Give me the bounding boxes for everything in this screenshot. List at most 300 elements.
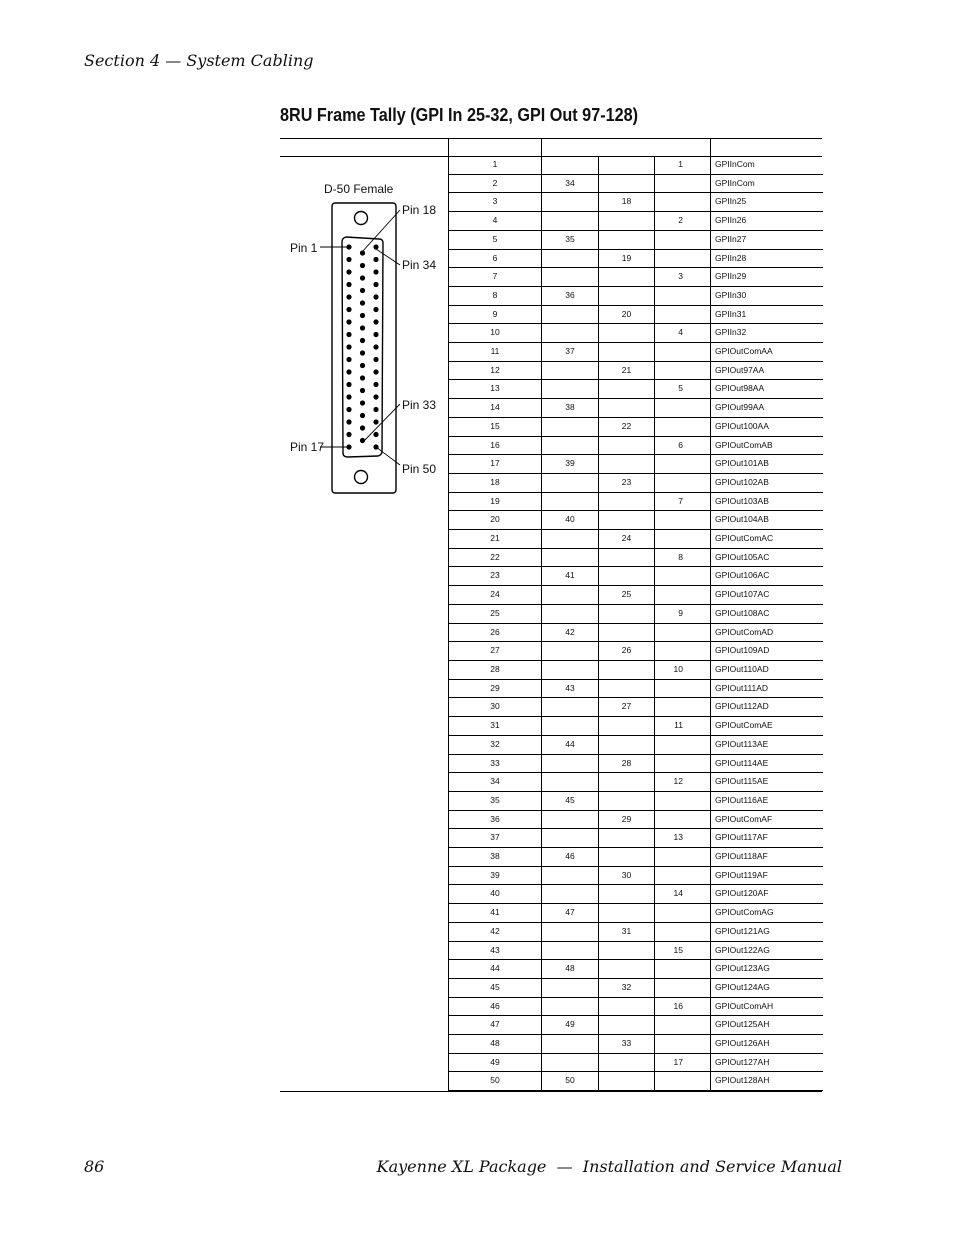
pin-number-cell: 19 xyxy=(449,492,542,511)
pin-number-cell: 42 xyxy=(449,922,542,941)
row-a-cell: 36 xyxy=(542,286,599,305)
pin-dot xyxy=(373,407,378,412)
pin-dot xyxy=(373,244,378,249)
table-row xyxy=(449,698,823,717)
row-b-cell xyxy=(599,904,655,923)
table-row xyxy=(449,249,823,268)
signal-name-cell: GPIOut102AB xyxy=(711,473,823,492)
signal-name-cell: GPIOut99AA xyxy=(711,399,823,418)
table-row xyxy=(449,511,823,530)
row-b-cell xyxy=(599,511,655,530)
table-row xyxy=(449,960,823,979)
signal-name-cell: GPIOut119AF xyxy=(711,866,823,885)
row-c-cell xyxy=(655,530,711,549)
section-header: Section 4 — System Cabling xyxy=(84,51,314,70)
pin-number-cell: 18 xyxy=(449,473,542,492)
row-a-cell xyxy=(542,997,599,1016)
row-b-cell: 29 xyxy=(599,810,655,829)
row-c-cell: 14 xyxy=(655,885,711,904)
signal-name-cell: GPIOut111AD xyxy=(711,679,823,698)
pin-number-cell: 48 xyxy=(449,1035,542,1054)
row-c-cell: 15 xyxy=(655,941,711,960)
table-row xyxy=(449,604,823,623)
pin-dot xyxy=(360,375,365,380)
row-b-cell xyxy=(599,268,655,287)
pin-dot xyxy=(360,388,365,393)
pin-dot xyxy=(346,319,351,324)
signal-name-cell: GPIOut122AG xyxy=(711,941,823,960)
signal-name-cell: GPIOut115AE xyxy=(711,773,823,792)
table-row xyxy=(449,399,823,418)
signal-name-cell: GPIIn27 xyxy=(711,230,823,249)
row-c-cell xyxy=(655,511,711,530)
pin-dot xyxy=(360,325,365,330)
signal-name-cell: GPIOut112AD xyxy=(711,698,823,717)
row-b-cell xyxy=(599,679,655,698)
pin-number-cell: 27 xyxy=(449,642,542,661)
table-row xyxy=(449,997,823,1016)
signal-name-cell: GPIOut113AE xyxy=(711,735,823,754)
row-c-cell: 3 xyxy=(655,268,711,287)
page-title: 8RU Frame Tally (GPI In 25-32, GPI Out 97-128) xyxy=(280,105,639,125)
row-b-cell: 20 xyxy=(599,305,655,324)
pin-dot xyxy=(360,363,365,368)
row-c-cell xyxy=(655,286,711,305)
row-c-cell xyxy=(655,642,711,661)
table-row xyxy=(449,455,823,474)
row-b-cell: 25 xyxy=(599,586,655,605)
row-c-cell xyxy=(655,343,711,362)
table-row xyxy=(449,885,823,904)
row-c-cell xyxy=(655,698,711,717)
pin-number-cell: 35 xyxy=(449,791,542,810)
signal-name-cell: GPIOut126AH xyxy=(711,1035,823,1054)
row-c-cell: 1 xyxy=(655,156,711,174)
pin-number-cell: 17 xyxy=(449,455,542,474)
pin-number-cell: 2 xyxy=(449,174,542,193)
pin-number-cell: 7 xyxy=(449,268,542,287)
row-b-cell xyxy=(599,286,655,305)
row-c-cell: 9 xyxy=(655,604,711,623)
pin-dot xyxy=(346,382,351,387)
row-b-cell xyxy=(599,848,655,867)
row-c-cell xyxy=(655,417,711,436)
pin-dot xyxy=(373,307,378,312)
table-row xyxy=(449,473,823,492)
signal-name-cell: GPIOutComAF xyxy=(711,810,823,829)
signal-name-cell: GPIOut107AC xyxy=(711,586,823,605)
table-row xyxy=(449,361,823,380)
row-a-cell: 45 xyxy=(542,791,599,810)
pin-dot xyxy=(346,432,351,437)
row-a-cell xyxy=(542,586,599,605)
row-b-cell: 19 xyxy=(599,249,655,268)
row-c-cell xyxy=(655,473,711,492)
pin-number-cell: 10 xyxy=(449,324,542,343)
row-a-cell: 34 xyxy=(542,174,599,193)
pin-dot xyxy=(346,407,351,412)
row-c-cell: 17 xyxy=(655,1053,711,1072)
table-row xyxy=(449,978,823,997)
row-c-cell: 4 xyxy=(655,324,711,343)
table-row xyxy=(449,567,823,586)
row-b-cell xyxy=(599,735,655,754)
pin-dot xyxy=(373,394,378,399)
signal-name-cell: GPIInCom xyxy=(711,174,823,193)
row-a-cell xyxy=(542,380,599,399)
row-a-cell xyxy=(542,492,599,511)
row-c-cell xyxy=(655,586,711,605)
row-a-cell xyxy=(542,212,599,231)
row-b-cell xyxy=(599,717,655,736)
table-row xyxy=(449,156,823,174)
row-a-cell xyxy=(542,473,599,492)
signal-name-cell: GPIIn32 xyxy=(711,324,823,343)
signal-name-cell: GPIOut100AA xyxy=(711,417,823,436)
row-a-cell: 39 xyxy=(542,455,599,474)
pin-number-cell: 45 xyxy=(449,978,542,997)
table-row xyxy=(449,904,823,923)
row-a-cell: 46 xyxy=(542,848,599,867)
table-row xyxy=(449,548,823,567)
row-c-cell xyxy=(655,1072,711,1091)
table-row xyxy=(449,193,823,212)
pin-dot xyxy=(360,263,365,268)
row-a-cell xyxy=(542,866,599,885)
pin-dot xyxy=(360,400,365,405)
row-c-cell xyxy=(655,904,711,923)
pin-dot xyxy=(360,275,365,280)
row-c-cell xyxy=(655,455,711,474)
row-c-cell xyxy=(655,866,711,885)
signal-name-cell: GPIOut116AE xyxy=(711,791,823,810)
signal-name-cell: GPIOut125AH xyxy=(711,1016,823,1035)
label-pin34: Pin 34 xyxy=(402,258,437,272)
row-b-cell xyxy=(599,548,655,567)
table-row xyxy=(449,1035,823,1054)
pin-dot xyxy=(360,425,365,430)
row-c-cell xyxy=(655,249,711,268)
row-c-cell: 11 xyxy=(655,717,711,736)
pin-number-cell: 44 xyxy=(449,960,542,979)
row-b-cell: 31 xyxy=(599,922,655,941)
table-row xyxy=(449,343,823,362)
row-a-cell: 50 xyxy=(542,1072,599,1091)
row-b-cell xyxy=(599,623,655,642)
signal-name-cell: GPIOut128AH xyxy=(711,1072,823,1091)
pin-number-cell: 16 xyxy=(449,436,542,455)
pin-number-cell: 46 xyxy=(449,997,542,1016)
row-b-cell xyxy=(599,156,655,174)
signal-name-cell: GPIOut127AH xyxy=(711,1053,823,1072)
pin-number-cell: 26 xyxy=(449,623,542,642)
row-c-cell xyxy=(655,679,711,698)
pin-dot xyxy=(373,369,378,374)
pin-dot xyxy=(373,282,378,287)
row-b-cell xyxy=(599,941,655,960)
row-b-cell: 21 xyxy=(599,361,655,380)
table-row xyxy=(449,941,823,960)
row-c-cell: 16 xyxy=(655,997,711,1016)
label-pin18: Pin 18 xyxy=(402,203,437,217)
row-c-cell: 12 xyxy=(655,773,711,792)
pin-number-cell: 21 xyxy=(449,530,542,549)
pin-dot xyxy=(373,357,378,362)
signal-name-cell: GPIOutComAE xyxy=(711,717,823,736)
pin-number-cell: 32 xyxy=(449,735,542,754)
signal-name-cell: GPIOut103AB xyxy=(711,492,823,511)
pin-dot xyxy=(346,344,351,349)
signal-name-cell: GPIOutComAD xyxy=(711,623,823,642)
row-a-cell: 35 xyxy=(542,230,599,249)
row-a-cell xyxy=(542,417,599,436)
table-row xyxy=(449,230,823,249)
pin-number-cell: 33 xyxy=(449,754,542,773)
pin-number-cell: 13 xyxy=(449,380,542,399)
label-pin1: Pin 1 xyxy=(290,241,318,255)
row-c-cell xyxy=(655,567,711,586)
signal-name-cell: GPIOut109AD xyxy=(711,642,823,661)
pin-number-cell: 49 xyxy=(449,1053,542,1072)
row-c-cell xyxy=(655,754,711,773)
row-b-cell: 23 xyxy=(599,473,655,492)
signal-name-cell: GPIOut123AG xyxy=(711,960,823,979)
label-pin50: Pin 50 xyxy=(402,462,437,476)
signal-name-cell: GPIIn30 xyxy=(711,286,823,305)
row-c-cell xyxy=(655,1016,711,1035)
signal-name-cell: GPIIn29 xyxy=(711,268,823,287)
pin-number-cell: 20 xyxy=(449,511,542,530)
signal-name-cell: GPIOut108AC xyxy=(711,604,823,623)
row-c-cell xyxy=(655,361,711,380)
pin-dot xyxy=(373,419,378,424)
table-row xyxy=(449,848,823,867)
row-a-cell xyxy=(542,1035,599,1054)
table-row xyxy=(449,1053,823,1072)
signal-name-cell: GPIOut98AA xyxy=(711,380,823,399)
row-b-cell xyxy=(599,230,655,249)
row-a-cell xyxy=(542,193,599,212)
table-row xyxy=(449,679,823,698)
pin-number-cell: 29 xyxy=(449,679,542,698)
row-c-cell xyxy=(655,193,711,212)
pin-number-cell: 8 xyxy=(449,286,542,305)
table-row xyxy=(449,586,823,605)
pin-number-cell: 15 xyxy=(449,417,542,436)
row-a-cell: 41 xyxy=(542,567,599,586)
row-a-cell xyxy=(542,530,599,549)
row-c-cell xyxy=(655,848,711,867)
row-a-cell xyxy=(542,885,599,904)
table-row xyxy=(449,829,823,848)
table-row xyxy=(449,268,823,287)
table-row xyxy=(449,380,823,399)
signal-name-cell: GPIOut106AC xyxy=(711,567,823,586)
manual-title: Kayenne XL Package — Installation and Service Manual xyxy=(376,1157,842,1176)
row-a-cell xyxy=(542,978,599,997)
row-a-cell xyxy=(542,548,599,567)
table-row xyxy=(449,1072,823,1091)
pin-dot xyxy=(346,357,351,362)
signal-name-cell: GPIOut101AB xyxy=(711,455,823,474)
pin-dot xyxy=(360,338,365,343)
row-c-cell xyxy=(655,978,711,997)
signal-name-cell: GPIInCom xyxy=(711,156,823,174)
row-a-cell xyxy=(542,717,599,736)
pin-number-cell: 11 xyxy=(449,343,542,362)
pin-dot xyxy=(360,350,365,355)
row-a-cell xyxy=(542,361,599,380)
pin-dot xyxy=(346,282,351,287)
row-a-cell xyxy=(542,642,599,661)
row-c-cell: 2 xyxy=(655,212,711,231)
signal-name-cell: GPIOut117AF xyxy=(711,829,823,848)
pin-dot xyxy=(373,432,378,437)
row-c-cell: 5 xyxy=(655,380,711,399)
pin-number-cell: 14 xyxy=(449,399,542,418)
pin-number-cell: 40 xyxy=(449,885,542,904)
pin-dot xyxy=(346,394,351,399)
row-a-cell xyxy=(542,249,599,268)
d50-connector-diagram xyxy=(280,170,448,510)
table-row xyxy=(449,436,823,455)
signal-name-cell: GPIOut118AF xyxy=(711,848,823,867)
row-b-cell xyxy=(599,660,655,679)
table-row xyxy=(449,174,823,193)
row-a-cell: 48 xyxy=(542,960,599,979)
row-b-cell: 30 xyxy=(599,866,655,885)
row-a-cell xyxy=(542,773,599,792)
row-c-cell xyxy=(655,810,711,829)
row-a-cell: 44 xyxy=(542,735,599,754)
row-b-cell xyxy=(599,455,655,474)
table-row xyxy=(449,754,823,773)
pin-number-cell: 22 xyxy=(449,548,542,567)
row-c-cell xyxy=(655,960,711,979)
signal-name-cell: GPIIn28 xyxy=(711,249,823,268)
table-row xyxy=(449,773,823,792)
row-b-cell xyxy=(599,960,655,979)
pin-dot xyxy=(373,294,378,299)
pin-number-cell: 24 xyxy=(449,586,542,605)
pin-number-cell: 25 xyxy=(449,604,542,623)
pin-dot xyxy=(360,288,365,293)
table-row xyxy=(449,286,823,305)
row-b-cell xyxy=(599,1072,655,1091)
row-b-cell xyxy=(599,174,655,193)
pin-number-cell: 3 xyxy=(449,193,542,212)
pin-number-cell: 6 xyxy=(449,249,542,268)
pin-number-cell: 31 xyxy=(449,717,542,736)
row-a-cell xyxy=(542,829,599,848)
row-c-cell xyxy=(655,305,711,324)
row-c-cell: 10 xyxy=(655,660,711,679)
pin-number-cell: 47 xyxy=(449,1016,542,1035)
row-c-cell xyxy=(655,735,711,754)
row-a-cell xyxy=(542,604,599,623)
signal-name-cell: GPIOut114AE xyxy=(711,754,823,773)
pinout-table xyxy=(448,156,823,1091)
signal-name-cell: GPIOut105AC xyxy=(711,548,823,567)
row-b-cell xyxy=(599,436,655,455)
mounting-hole-top xyxy=(355,212,368,225)
connector-type-label: D-50 Female xyxy=(324,182,394,196)
table-row xyxy=(449,1016,823,1035)
table-row xyxy=(449,305,823,324)
table-row xyxy=(449,642,823,661)
row-b-cell xyxy=(599,380,655,399)
mounting-hole-bottom xyxy=(355,471,368,484)
signal-name-cell: GPIOutComAG xyxy=(711,904,823,923)
signal-name-cell: GPIIn31 xyxy=(711,305,823,324)
row-b-cell xyxy=(599,997,655,1016)
pin-dot xyxy=(346,307,351,312)
row-b-cell xyxy=(599,212,655,231)
table-row xyxy=(449,791,823,810)
row-a-cell xyxy=(542,156,599,174)
header-divider xyxy=(448,138,449,156)
row-b-cell xyxy=(599,399,655,418)
signal-name-cell: GPIOut120AF xyxy=(711,885,823,904)
pin-number-cell: 39 xyxy=(449,866,542,885)
row-b-cell xyxy=(599,1053,655,1072)
row-b-cell xyxy=(599,791,655,810)
row-a-cell: 40 xyxy=(542,511,599,530)
row-b-cell: 28 xyxy=(599,754,655,773)
signal-name-cell: GPIOut110AD xyxy=(711,660,823,679)
row-c-cell: 8 xyxy=(655,548,711,567)
table-bottom-rule xyxy=(280,1091,822,1092)
pin-array xyxy=(346,244,378,449)
table-row xyxy=(449,212,823,231)
header-divider xyxy=(541,138,542,156)
row-c-cell xyxy=(655,1035,711,1054)
row-a-cell xyxy=(542,810,599,829)
pin-number-cell: 37 xyxy=(449,829,542,848)
pin-dot xyxy=(346,419,351,424)
pin-number-cell: 23 xyxy=(449,567,542,586)
pin-number-cell: 38 xyxy=(449,848,542,867)
row-c-cell: 6 xyxy=(655,436,711,455)
pin-dot xyxy=(373,332,378,337)
row-b-cell xyxy=(599,567,655,586)
row-a-cell xyxy=(542,268,599,287)
pin-dot xyxy=(346,332,351,337)
pin-number-cell: 30 xyxy=(449,698,542,717)
table-row xyxy=(449,660,823,679)
table-row xyxy=(449,530,823,549)
signal-name-cell: GPIOut124AG xyxy=(711,978,823,997)
signal-name-cell: GPIIn26 xyxy=(711,212,823,231)
signal-name-cell: GPIOutComAC xyxy=(711,530,823,549)
pinout-table-body xyxy=(449,156,823,1091)
signal-name-cell: GPIOutComAA xyxy=(711,343,823,362)
pin-dot xyxy=(360,300,365,305)
row-a-cell xyxy=(542,305,599,324)
row-c-cell xyxy=(655,922,711,941)
table-row xyxy=(449,866,823,885)
signal-name-cell: GPIOut97AA xyxy=(711,361,823,380)
row-b-cell xyxy=(599,885,655,904)
row-a-cell xyxy=(542,754,599,773)
row-c-cell xyxy=(655,399,711,418)
row-a-cell xyxy=(542,436,599,455)
pin-dot xyxy=(346,369,351,374)
pin-number-cell: 34 xyxy=(449,773,542,792)
table-row xyxy=(449,492,823,511)
pin-dot xyxy=(373,257,378,262)
pin-number-cell: 5 xyxy=(449,230,542,249)
